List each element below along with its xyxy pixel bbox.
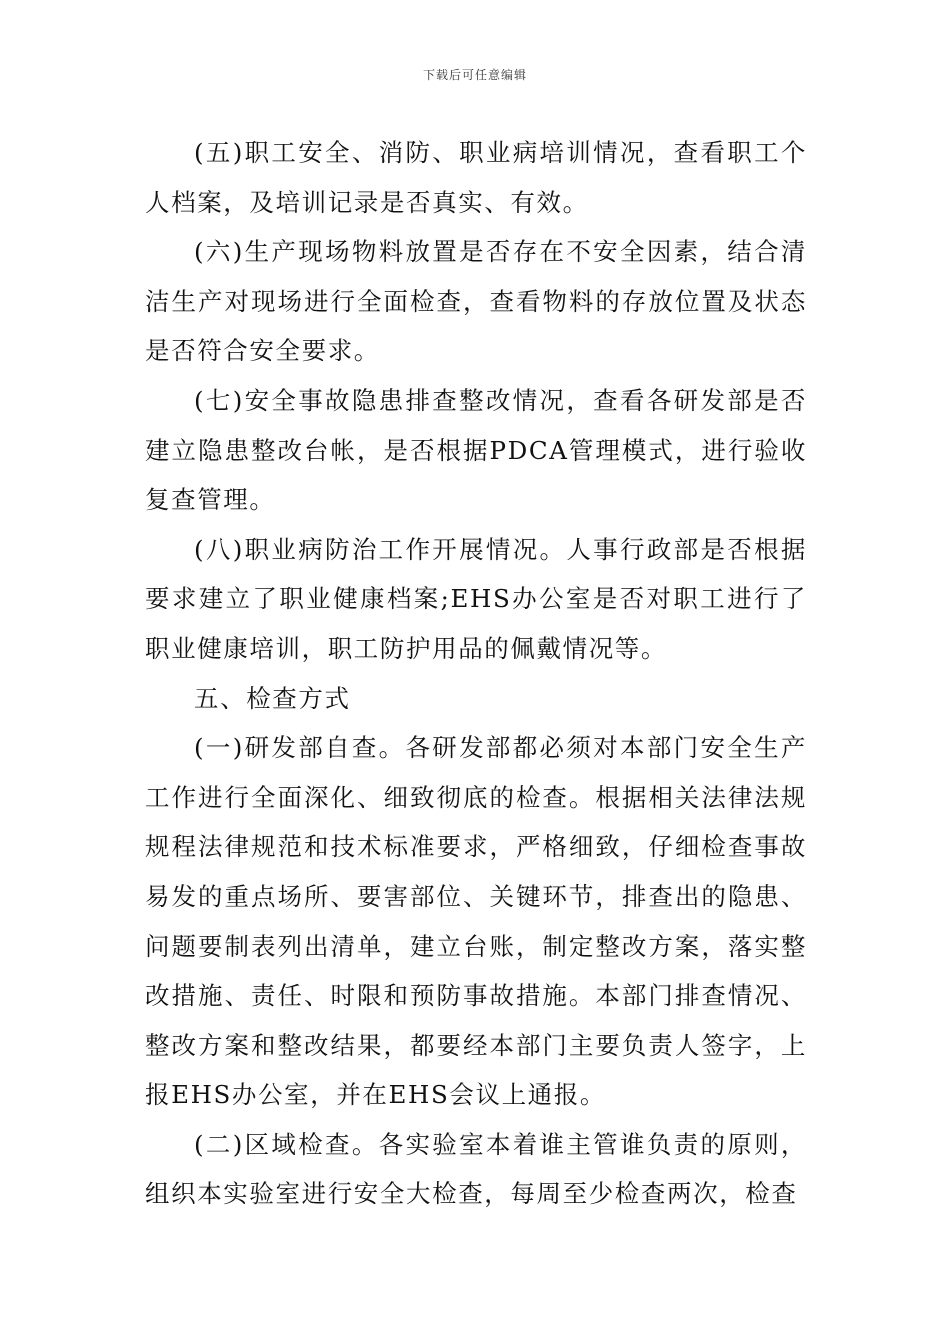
paragraph-training: (五)职工安全、消防、职业病培训情况，查看职工个人档案，及培训记录是否真实、有效。 xyxy=(145,138,807,217)
paragraph-area-inspection: (二)区域检查。各实验室本着谁主管谁负责的原则，组织本实验室进行安全大检查，每周至少检查两次，检查 xyxy=(145,1129,807,1209)
paragraph-self-inspection: (一)研发部自查。各研发部都必须对本部门安全生产工作进行全面深化、细致彻底的检查。根据相关法律法规规程法律规范和技术标准要求，严格细致，仔细检查事故易发的重点场所、要害部位、关键环节，排查出的隐患、问题要制表列出清单，建立台账，制定整改方案，落实整改措施、责任、时限和预防事故措施。本部门排查情况、整改方案和整改结果，都要经本部门主要负责人签字，上报EHS办公室，并在EHS会议上通报。 xyxy=(145,733,807,1110)
paragraph-occupational-disease: (八)职业病防治工作开展情况。人事行政部是否根据要求建立了职业健康档案;EHS办公室是否对职工进行了职业健康培训，职工防护用品的佩戴情况等。 xyxy=(145,534,807,663)
paragraph-hazard-rectification: (七)安全事故隐患排查整改情况，查看各研发部是否建立隐患整改台帐，是否根据PDCA管理模式，进行验收复查管理。 xyxy=(145,385,807,515)
section-heading-inspection-method: 五、检查方式 xyxy=(194,683,351,713)
paragraph-materials: (六)生产现场物料放置是否存在不安全因素，结合清洁生产对现场进行全面检查，查看物料的存放位置及状态是否符合安全要求。 xyxy=(145,237,807,366)
document-body xyxy=(145,128,807,1219)
page-header-note: 下载后可任意编辑 xyxy=(422,68,527,82)
